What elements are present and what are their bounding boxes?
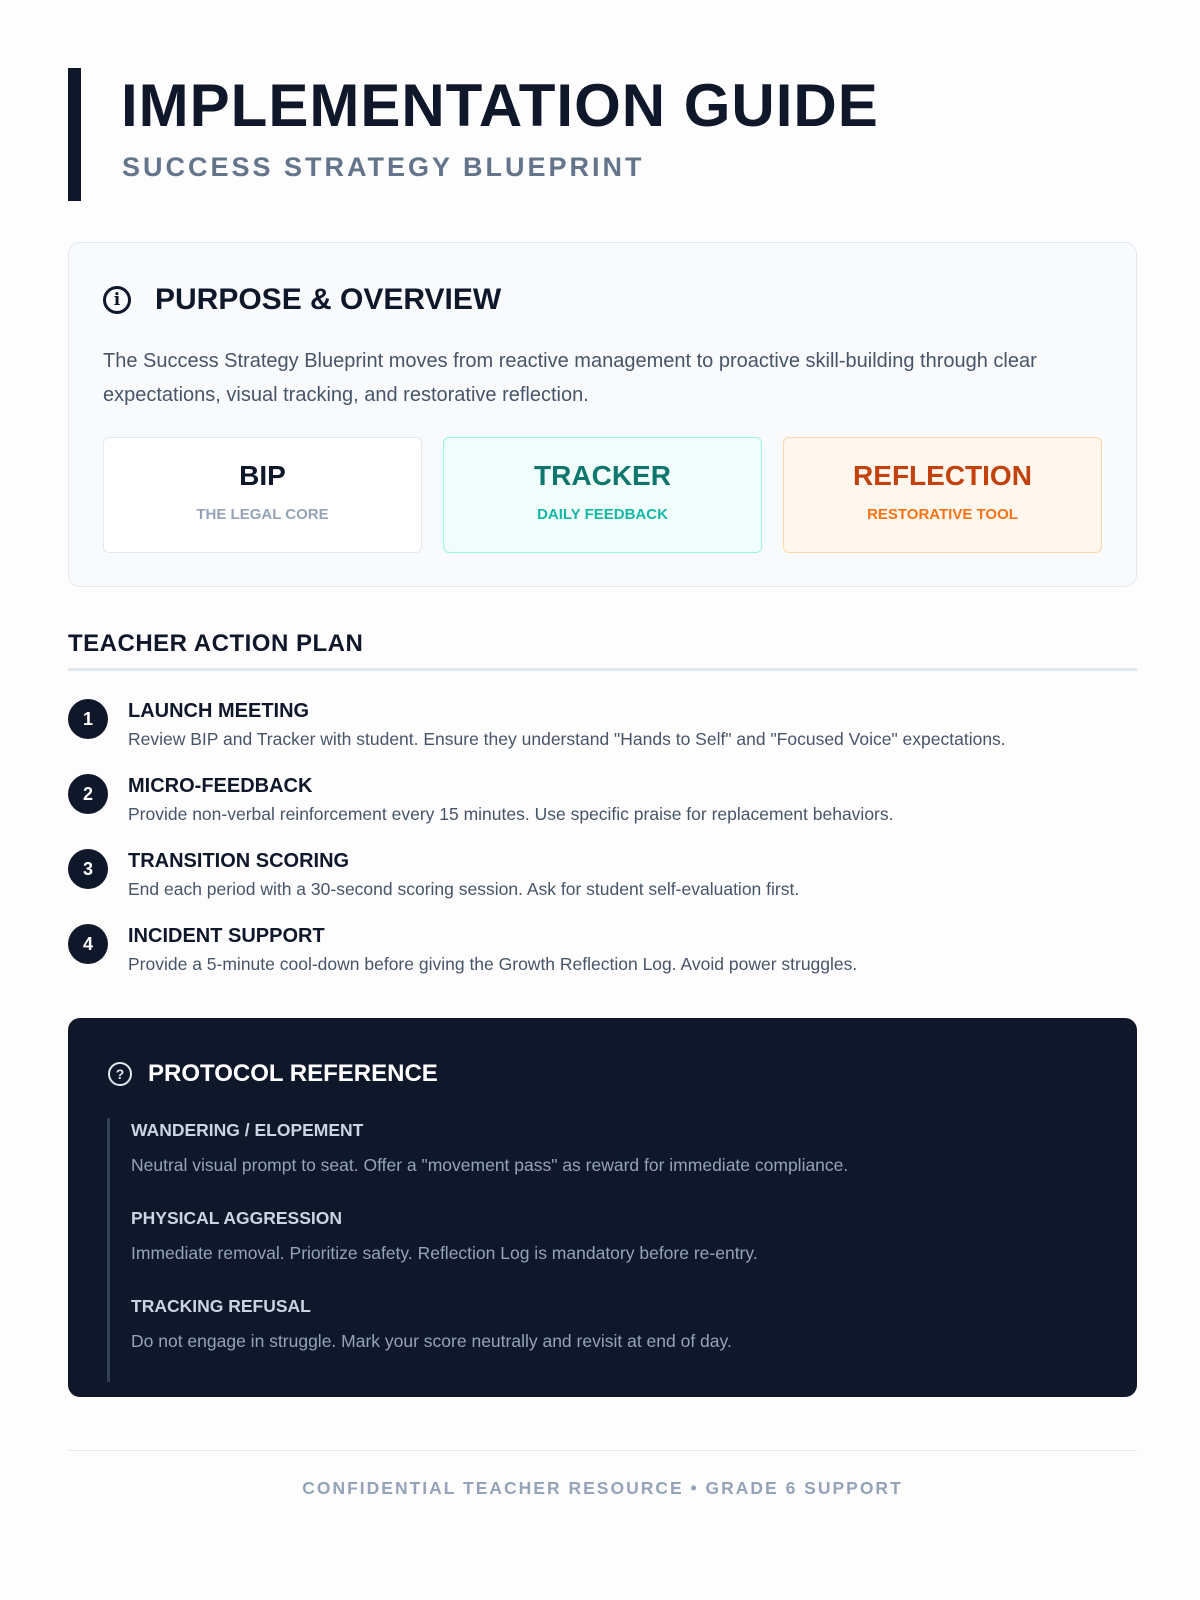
step-title: TRANSITION SCORING [128, 850, 350, 872]
section-divider [68, 668, 1137, 671]
overview-text: The Success Strategy Blueprint moves from reactive management to proactive skill-building through clear expectations, visual tracking, and restorative reflection. [103, 350, 1037, 406]
action-step [68, 769, 1137, 844]
step-number-badge: 4 [68, 924, 108, 964]
step-number-badge: 2 [68, 774, 108, 814]
step-description: End each period with a 30-second scoring session. Ask for student self-evaluation first. [128, 879, 800, 899]
protocol-item-description: Do not engage in struggle. Mark your score neutrally and revisit at end of day. [131, 1331, 732, 1351]
protocol-item-title: TRACKING REFUSAL [131, 1296, 311, 1316]
protocol-item [107, 1294, 1087, 1382]
pillar-name: TRACKER [534, 460, 671, 491]
protocol-title: PROTOCOL REFERENCE [148, 1060, 438, 1087]
action-step [68, 919, 1137, 994]
overview-card [68, 242, 1137, 587]
action-step-list [68, 694, 1137, 994]
protocol-item-title: WANDERING / ELOPEMENT [131, 1120, 364, 1140]
pillar-list [103, 437, 1102, 553]
protocol-item-title: PHYSICAL AGGRESSION [131, 1208, 343, 1228]
pillar-tracker [443, 437, 762, 553]
header-accent-bar [68, 68, 81, 201]
page-subtitle: SUCCESS STRATEGY BLUEPRINT [122, 152, 645, 182]
step-description: Provide a 5-minute cool-down before giving the Growth Reflection Log. Avoid power struggles. [128, 954, 858, 974]
action-step [68, 694, 1137, 769]
protocol-item [107, 1206, 1087, 1294]
step-title: INCIDENT SUPPORT [128, 925, 325, 947]
help-circle-icon: ? [108, 1062, 132, 1086]
pillar-tag: DAILY FEEDBACK [537, 506, 668, 523]
info-icon: i [103, 286, 131, 314]
action-step [68, 844, 1137, 919]
step-number-badge: 3 [68, 849, 108, 889]
pillar-bip [103, 437, 422, 553]
pillar-tag: RESTORATIVE TOOL [867, 506, 1018, 523]
footer-divider [68, 1450, 1137, 1451]
protocol-item-description: Immediate removal. Prioritize safety. Reflection Log is mandatory before re-entry. [131, 1243, 758, 1263]
action-plan-title: TEACHER ACTION PLAN [68, 630, 364, 657]
pillar-name: BIP [239, 460, 286, 491]
protocol-reference-card [68, 1018, 1137, 1397]
pillar-name: REFLECTION [853, 460, 1032, 491]
step-title: LAUNCH MEETING [128, 700, 310, 722]
protocol-heading [108, 1060, 438, 1088]
protocol-list [107, 1118, 1087, 1382]
step-number-badge: 1 [68, 699, 108, 739]
page-title: IMPLEMENTATION GUIDE [121, 72, 879, 139]
footer-text: CONFIDENTIAL TEACHER RESOURCE • GRADE 6 SUPPORT [302, 1478, 903, 1498]
page-header [68, 68, 1068, 201]
overview-heading [103, 283, 501, 317]
protocol-item-description: Neutral visual prompt to seat. Offer a "movement pass" as reward for immediate compliance. [131, 1155, 849, 1175]
overview-title: PURPOSE & OVERVIEW [155, 283, 502, 316]
step-title: MICRO-FEEDBACK [128, 775, 313, 797]
step-description: Provide non-verbal reinforcement every 15 minutes. Use specific praise for replacement behaviors. [128, 804, 894, 824]
pillar-tag: THE LEGAL CORE [196, 506, 329, 523]
step-description: Review BIP and Tracker with student. Ensure they understand "Hands to Self" and "Focused Voice" expectations. [128, 729, 1006, 749]
pillar-reflection [783, 437, 1102, 553]
protocol-item [107, 1118, 1087, 1206]
